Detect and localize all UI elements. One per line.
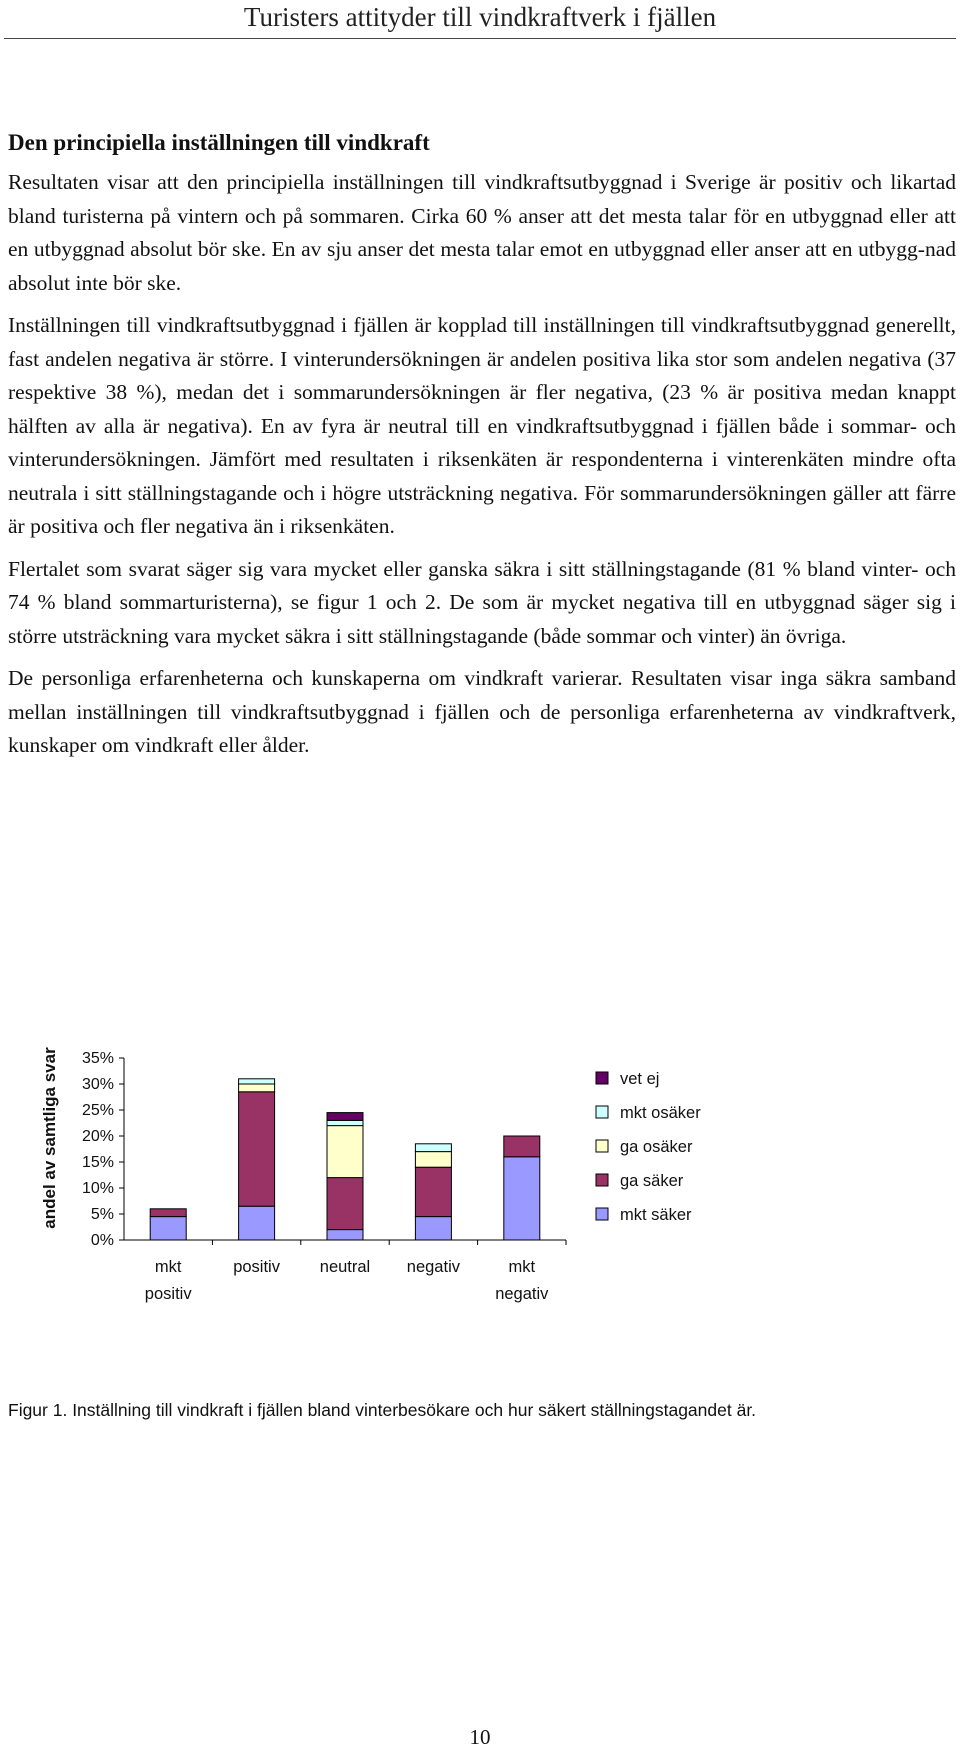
running-header: Turisters attityder till vindkraftverk i fjällen [243,2,717,32]
x-category-label: mkt [154,1258,182,1276]
bar-segment [415,1167,451,1216]
bar-segment [327,1120,363,1125]
y-tick-label: 30% [81,1076,114,1093]
bar-segment [327,1178,363,1230]
y-tick-label: 20% [81,1128,114,1145]
y-tick-label: 5% [90,1206,114,1223]
legend-swatch [596,1106,608,1118]
bar-segment [239,1092,275,1206]
bar-segment [239,1079,275,1084]
bar-segment [239,1084,275,1092]
x-category-label: mkt [508,1258,536,1276]
legend-swatch [596,1174,608,1186]
legend-label: mkt säker [620,1206,692,1224]
bar-segment [415,1144,451,1152]
bar-segment [239,1206,275,1240]
bar-segment [504,1157,540,1240]
legend-label: vet ej [620,1070,660,1088]
page-number: 10 [469,1725,491,1749]
legend-swatch [596,1140,608,1152]
bar-segment [415,1152,451,1168]
bar-segment [150,1217,186,1240]
legend-label: ga osäker [620,1138,693,1156]
x-category-label: positiv [144,1285,192,1303]
y-tick-label: 35% [81,1050,114,1067]
y-tick-label: 0% [90,1232,114,1249]
paragraph-2: Inställningen till vindkraftsutbyggnad i fjällen är kopplad till inställningen till vindkraftsutbyggnad generellt, fast andelen negativa är större. I vinterundersökningen är andelen positiva lika stor som andelen negativa (37 respektive 38 %), medan det i sommarundersökningen är fler negativa, (23 % är positiva medan knappt hälften av alla är negativa). En av fyra är neutral till en vindkraftsutbyggnad i fjällen både i sommar- och vinterundersökningen. Jämfört med resultaten i riksenkäten är respondenterna i vinterenkäten mindre ofta neutrala i sitt ställningstagande och i högre utsträckning negativa. För sommarundersökningen gäller att färre är positiva och fler negativa än i riksenkäten. [8,313,956,538]
paragraph-3: Flertalet som svarat säger sig vara mycket eller ganska säkra i sitt ställningstagande (81 % bland vinter- och 74 % bland sommarturisterna), se figur 1 och 2. De som är mycket negativa till en utbyggnad säger sig i större utsträckning vara mycket säkra i sitt ställningstagande (både sommar och vinter) än övriga. [8,556,956,648]
legend-swatch [596,1208,608,1220]
bar-segment [327,1126,363,1178]
legend-label: mkt osäker [620,1104,701,1122]
y-tick-label: 10% [81,1180,114,1197]
x-category-label: negativ [406,1258,461,1276]
bar-segment [327,1113,363,1121]
bar-segment [415,1217,451,1240]
bar-segment [504,1136,540,1157]
x-category-label: positiv [233,1258,280,1276]
paragraph-4: De personliga erfarenheterna och kunskaperna om vindkraft varierar. Resultaten visar inga säkra samband mellan inställningen till vindkraftsutbyggnad i fjällen och de personliga erfarenheterna av vindkraftverk, kunskaper om vindkraft eller ålder. [8,666,956,757]
y-tick-label: 15% [81,1154,114,1171]
x-category-label: neutral [319,1258,371,1276]
figure-caption: Figur 1. Inställning till vindkraft i fjällen bland vinterbesökare och hur säkert ställningstagandet är. [8,1400,757,1420]
y-tick-label: 25% [81,1102,114,1119]
legend-label: ga säker [620,1172,684,1190]
paragraph-1: Resultaten visar att den principiella inställningen till vindkraftsutbyggnad i Sverige är positiv och likartad bland turisterna på vintern och på sommaren. Cirka 60 % anser att det mesta talar för en utbyggnad eller att en utbyggnad absolut bör ske. En av sju anser det mesta talar emot en utbyggnad eller anser att en utbygg-nad absolut inte bör ske. [8,170,956,295]
y-axis-title: andel av samtliga svar [40,1047,59,1229]
bar-segment [150,1209,186,1217]
x-category-label: negativ [495,1285,549,1303]
bar-segment [327,1230,363,1240]
legend-swatch [596,1072,608,1084]
section-heading: Den principiella inställningen till vindkraft [8,130,430,155]
